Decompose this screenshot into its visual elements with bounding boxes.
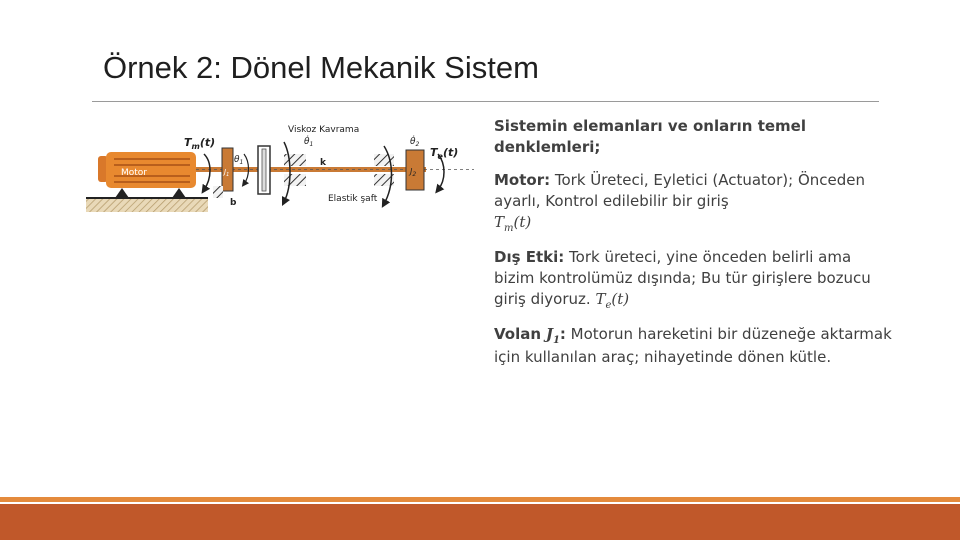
dis-term: Dış Etki: xyxy=(494,248,565,266)
motor-label: Motor xyxy=(121,168,148,178)
motor-desc: Tork Üreteci, Eyletici (Actuator); Önceden ayarlı, Kontrol edilebilir bir giriş xyxy=(494,171,865,210)
te-diagram-label: $T_e(t)$ xyxy=(430,146,459,161)
viscous-coupling-label: Viskoz Kavrama xyxy=(288,125,360,135)
j2-load xyxy=(406,150,424,190)
k-label: k xyxy=(320,158,326,168)
svg-text:J1: $J_1$ xyxy=(224,168,230,178)
heading-text: Sistemin elemanları ve onların temel denklemleri; xyxy=(494,117,806,156)
svg-text:J2: $J_2$ xyxy=(410,167,417,178)
motor-term: Motor: xyxy=(494,171,551,189)
mechanical-system-diagram xyxy=(84,118,484,228)
description-text xyxy=(494,116,894,380)
theta1-dot-label: $\thetȧ_1$ xyxy=(304,137,314,148)
damper-b xyxy=(213,186,223,198)
motor-block xyxy=(98,152,196,188)
theta2-dot-label: $\thetȧ_2$ xyxy=(410,137,420,148)
dis-desc: Tork üreteci, yine önceden belirli ama bizim kontrolümüz dışında; Bu tür girişlere bozucu giriş diyoruz. xyxy=(494,248,871,308)
title-divider xyxy=(92,101,879,102)
dis-symbol: $T_e(t)$ xyxy=(595,290,630,311)
volan-term: Volan xyxy=(494,325,542,343)
ground-base xyxy=(86,198,208,212)
footer-bar xyxy=(0,504,960,540)
motor-paragraph xyxy=(494,170,894,235)
tm-diagram-label: $T_m(t)$ xyxy=(184,136,216,151)
volan-symbol: $J_1$ xyxy=(545,325,560,346)
footer-accent-line xyxy=(0,497,960,502)
spring-block-top xyxy=(284,154,306,166)
dis-etki-paragraph xyxy=(494,247,894,312)
b-label: b xyxy=(230,198,237,208)
theta1-left-label: $\theta_1$ xyxy=(234,155,244,166)
slide-title: Örnek 2: Dönel Mekanik Sistem xyxy=(103,50,539,85)
elastic-shaft-label: Elastik şaft xyxy=(328,194,378,204)
volan-desc: Motorun hareketini bir düzeneğe aktarmak için kullanılan araç; nihayetinde dönen kütle. xyxy=(494,325,892,366)
volan-paragraph: Volan $J_1$: Motorun hareketini bir düzeneğe aktarmak için kullanılan araç; nihayetinde dönen kütle. xyxy=(494,325,892,366)
spring-block-bottom xyxy=(284,174,306,186)
motor-symbol: $T_m(t)$ xyxy=(494,213,532,234)
